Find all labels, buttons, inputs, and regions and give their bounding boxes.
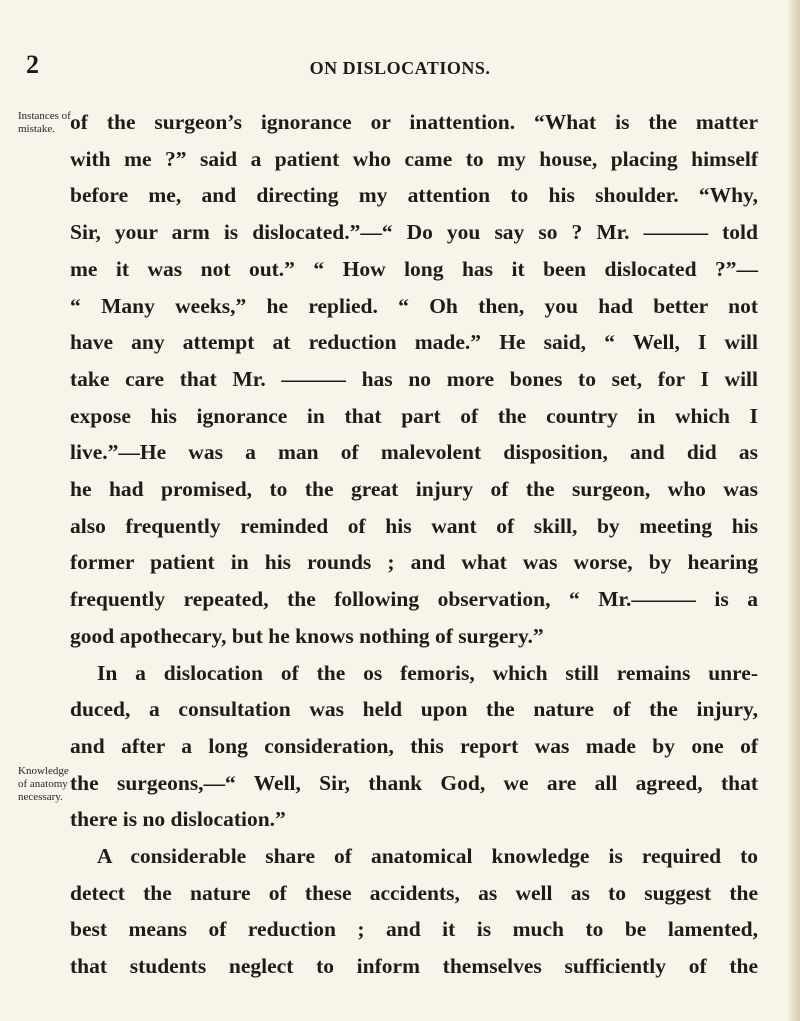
text-line: In a dislocation of the os femoris, which still remains unre- [97,660,758,685]
text-line: also frequently reminded of his want of skill, by meeting his [70,513,758,538]
text-line: good apothecary, but he knows nothing of surgery.” [70,623,544,648]
text-line: live.”—He was a man of malevolent disposition, and did as [70,440,758,465]
text-line: Sir, your arm is dislocated.”—“ Do you say so ? Mr. ——— told [70,220,758,245]
text-line: best means of reduction ; and it is much to be lamented, [70,917,758,942]
text-line: frequently repeated, the following observation, “ Mr.——— is a [70,587,758,612]
text-line: before me, and directing my attention to his shoulder. “Why, [70,183,758,208]
running-title: ON DISLOCATIONS. [309,58,491,78]
text-line: former patient in his rounds ; and what was worse, by hearing [70,550,758,575]
page-edge-shadow [786,0,800,1021]
margin-note-knowledge [18,765,78,804]
text-line: and after a long consideration, this report was made by one of [70,733,758,758]
text-line: of the surgeon’s ignorance or inattention. “What is the matter [70,110,758,134]
text-line: have any attempt at reduction made.” He said, “ Well, I will [70,330,758,355]
text-line: “ Many weeks,” he replied. “ Oh then, you had better not [70,293,758,318]
text-line: that students neglect to inform themselves sufficiently of the [70,954,758,979]
text-line: expose his ignorance in that part of the country in which I [70,403,758,428]
margin-note-line: mistake. [18,123,55,135]
text-line: with me ?” said a patient who came to my house, placing himself [70,146,758,171]
page-number: 2 [26,50,39,79]
text-line: the surgeons,—“ Well, Sir, thank God, we are all agreed, that [70,770,758,795]
margin-note-instances [18,110,78,136]
text-line: detect the nature of these accidents, as well as to suggest the [70,880,758,905]
text-line: he had promised, to the great injury of the surgeon, who was [70,477,758,502]
text-line: me it was not out.” “ How long has it been dislocated ?”— [70,256,758,281]
margin-note-line: necessary. [18,791,63,803]
text-line: duced, a consultation was held upon the nature of the injury, [70,697,758,722]
text-line: there is no dislocation.” [70,807,286,832]
body-text [70,104,758,985]
text-line: take care that Mr. ——— has no more bones to set, for I will [70,366,758,391]
margin-note-line: Knowledge [18,765,69,777]
margin-note-line: of anatomy [18,778,68,790]
text-line: A considerable share of anatomical knowledge is required to [97,844,758,869]
margin-note-line: Instances of [18,110,71,122]
